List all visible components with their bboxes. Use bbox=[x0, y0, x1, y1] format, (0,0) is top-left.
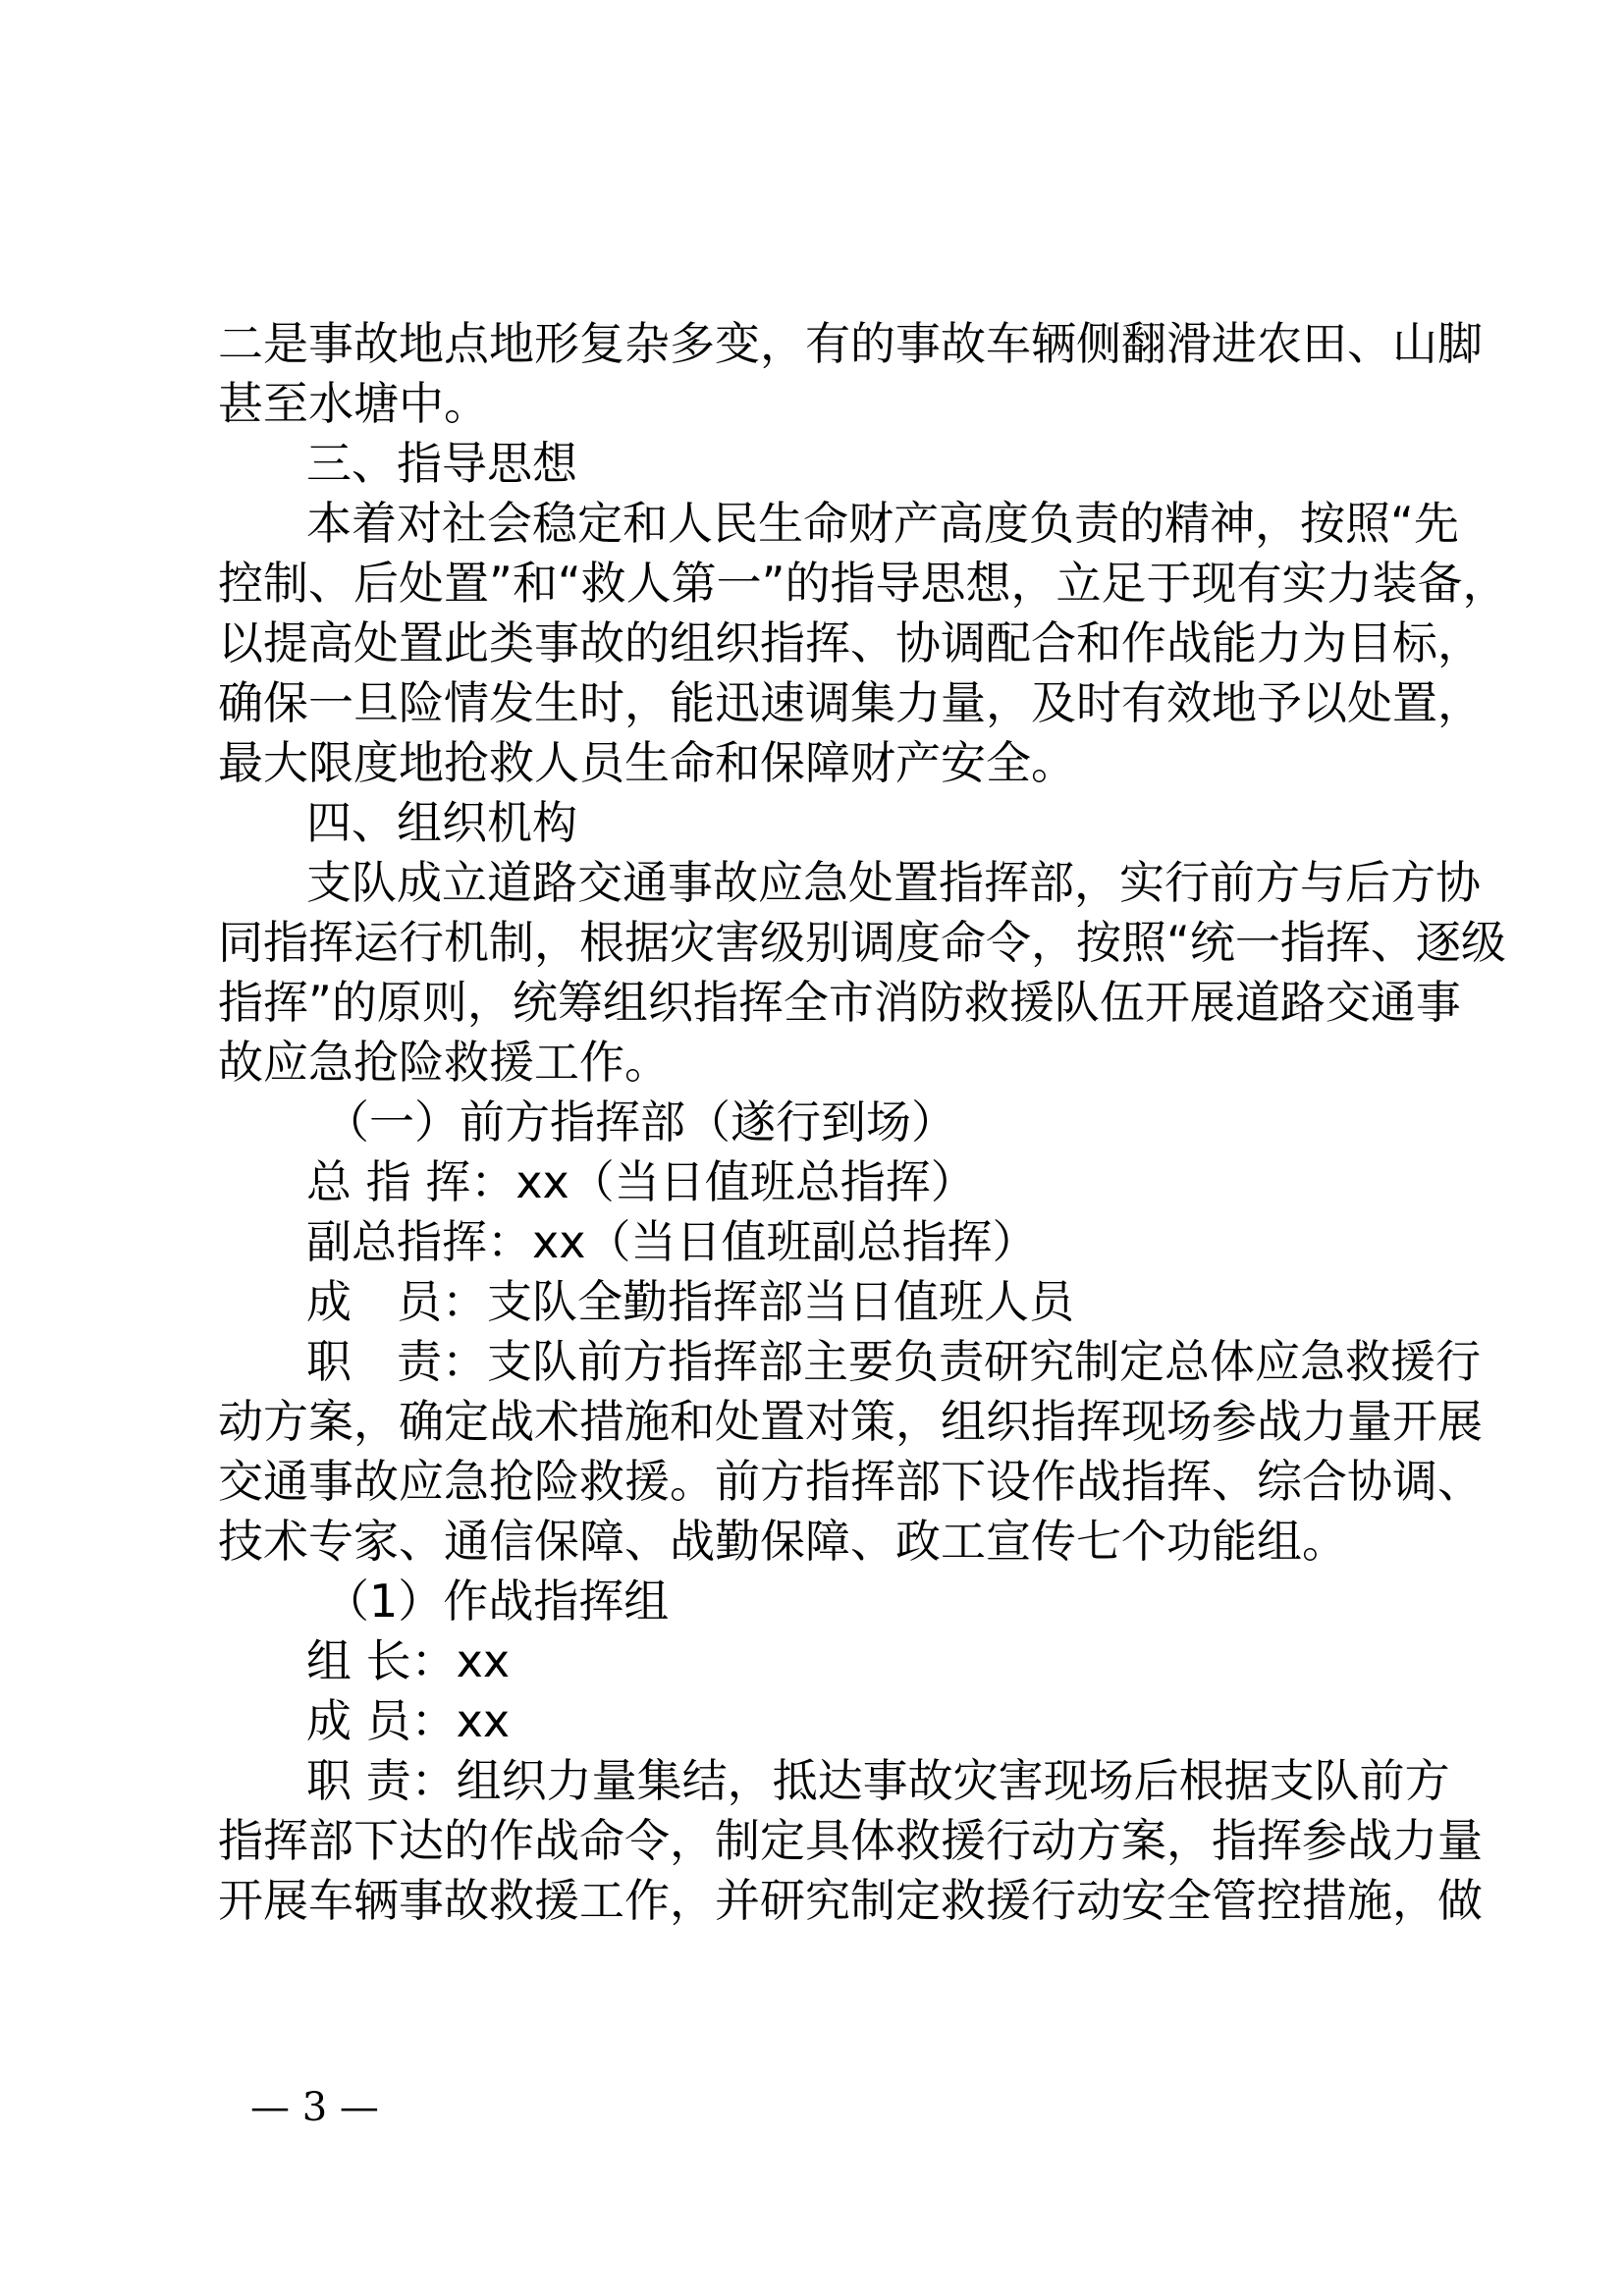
role-line: 成 员：支队全勤指挥部当日值班人员 bbox=[306, 1275, 1074, 1328]
body-line: 控制、后处置”和“救人第一”的指导思想，立足于现有实力装备， bbox=[218, 557, 1508, 610]
body-line: 技术专家、通信保障、战勤保障、政工宣传七个功能组。 bbox=[218, 1515, 1347, 1568]
subsection-heading: （1）作战指挥组 bbox=[324, 1575, 670, 1628]
body-line: 指挥部下达的作战命令，制定具体救援行动方案，指挥参战力量 bbox=[218, 1814, 1483, 1867]
body-line: 交通事故应急抢险救援。前方指挥部下设作战指挥、综合协调、 bbox=[218, 1455, 1483, 1508]
role-line: 职 责：支队前方指挥部主要负责研究制定总体应急救援行 bbox=[306, 1335, 1481, 1388]
role-line: 副总指挥：xx（当日值班副总指挥） bbox=[306, 1215, 1038, 1268]
role-line: 成 员：xx bbox=[306, 1694, 511, 1747]
body-line: 支队成立道路交通事故应急处置指挥部，实行前方与后方协 bbox=[306, 856, 1481, 909]
body-line: 故应急抢险救援工作。 bbox=[218, 1036, 670, 1089]
body-line: 确保一旦险情发生时，能迅速调集力量，及时有效地予以处置， bbox=[218, 676, 1483, 729]
body-line: 指挥”的原则，统筹组织指挥全市消防救援队伍开展道路交通事 bbox=[218, 976, 1461, 1029]
page-number: — 3 — bbox=[250, 2085, 379, 2130]
body-line: 以提高处置此类事故的组织指挥、协调配合和作战能力为目标， bbox=[218, 616, 1483, 669]
body-line: 同指挥运行机制，根据灾害级别调度命令，按照“统一指挥、逐级 bbox=[218, 916, 1506, 969]
body-line: 动方案，确定战术措施和处置对策，组织指挥现场参战力量开展 bbox=[218, 1395, 1483, 1448]
section-heading: 四、组织机构 bbox=[306, 796, 577, 849]
role-line: 总 指 挥：xx（当日值班总指挥） bbox=[306, 1155, 976, 1208]
body-line: 甚至水塘中。 bbox=[218, 377, 489, 430]
subsection-heading: （一）前方指挥部（遂行到场） bbox=[324, 1095, 956, 1148]
body-line: 开展车辆事故救援工作，并研究制定救援行动安全管控措施，做 bbox=[218, 1874, 1483, 1927]
section-heading: 三、指导思想 bbox=[306, 437, 577, 490]
body-line: 二是事故地点地形复杂多变，有的事故车辆侧翻滑进农田、山脚 bbox=[218, 317, 1483, 370]
body-line: 本着对社会稳定和人民生命财产高度负责的精神，按照“先 bbox=[306, 497, 1459, 550]
body-line: 最大限度地抢救人员生命和保障财产安全。 bbox=[218, 736, 1076, 789]
role-line: 职 责：组织力量集结，抵达事故灾害现场后根据支队前方 bbox=[306, 1754, 1450, 1807]
role-line: 组 长：xx bbox=[306, 1634, 511, 1687]
